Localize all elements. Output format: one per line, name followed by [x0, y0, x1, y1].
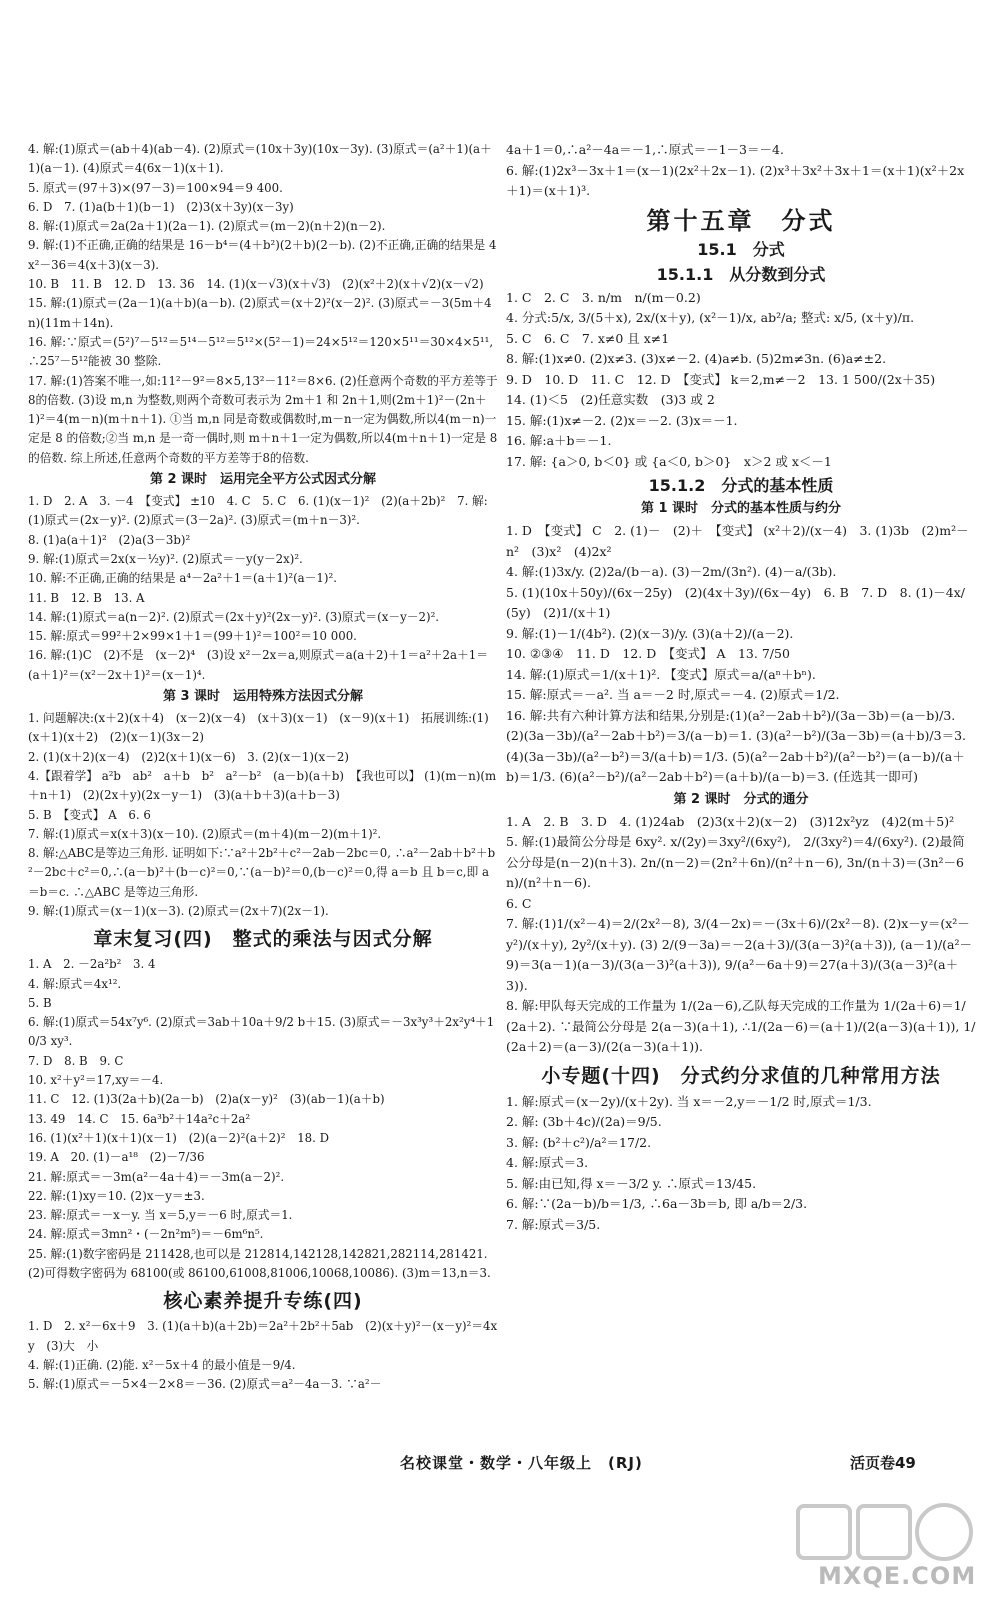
- answer-line: 25. 解:(1)数字密码是 211428,也可以是 212814,142128,142821,282114,281421. (2)可得数字密码为 68100(或 86100,61008,81006,10068,10086). (3)m＝13,n＝3.: [28, 1246, 491, 1281]
- answer-line: 1. 问题解决:(x＋2)(x＋4) (x－2)(x－4) (x＋3)(x－1) (x－9)(x＋1) 拓展训练:(1)(x＋1)(x＋2) (2)(x－1)(3x－2): [28, 711, 489, 745]
- answer-line: 3. 解: (b²＋c²)/a²＝17/2.: [506, 1134, 652, 1150]
- answer-line: 21. 解:原式＝－3m(a²－4a＋4)＝－3m(a－2)².: [28, 1169, 285, 1184]
- answer-line: 19. A 20. (1)－a¹⁸ (2)－7/36: [28, 1150, 205, 1165]
- answer-line: 23. 解:原式＝－x－y. 当 x＝5,y＝－6 时,原式＝1.: [28, 1208, 293, 1223]
- watermark-circle: [917, 1505, 971, 1559]
- answer-line: 7. 解:原式＝3/5.: [506, 1216, 601, 1232]
- answer-line: 22. 解:(1)xy＝10. (2)x－y＝±3.: [28, 1188, 205, 1203]
- section-heading: 第 2 课时 分式的通分: [673, 791, 809, 807]
- answer-line: 5. B: [28, 995, 52, 1010]
- answer-line: 16. 解:(1)C (2)不是 (x－2)⁴ (3)设 x²－2x＝a,则原式＝a(a＋2)＋1＝a²＋2a＋1＝(a＋1)²＝(x²－2x＋1)²＝(x－1)⁴.: [28, 648, 488, 682]
- page-footer: [0, 1446, 1000, 1476]
- watermark-box-1: [798, 1506, 850, 1558]
- section-heading: 小专题(十四) 分式约分求值的几种常用方法: [541, 1064, 941, 1087]
- answer-line: 8. (1)a(a＋1)² (2)a(3－3b)²: [28, 532, 191, 547]
- answer-line: 4. 分式:5/x, 3/(5＋x), 2x/(x＋y), (x²－1)/x, ab²/a; 整式: x/5, (x＋y)/π.: [506, 310, 915, 325]
- answer-line: 16. 解:共有六种计算方法和结果,分别是:(1)(a²－2ab＋b²)/(3a－3b)＝(a－b)/3. (2)(3a－3b)/(a²－2ab＋b²)＝3/(a－b)＝1. (3)(a²－b²)/(3a－3b)＝(a＋b)/3＝3. (4)(3a－3b)/(a²－b²)＝3/(a＋b)＝1/3. (5)(a²－2ab＋b²)/(a²－b²)＝(a－b)/(a＋b)＝1/3. (6)(a²－b²)/(a²－2ab＋b²)＝(a＋b)/(a－b)＝3. (任选其一即可): [506, 707, 966, 784]
- answer-line: 6. C: [506, 895, 532, 911]
- section-heading: 15.1 分式: [697, 239, 785, 259]
- answer-line: 9. 解:(1)不正确,正确的结果是 16－b⁴＝(4＋b²)(2＋b)(2－b). (2)不正确,正确的结果是 4x²－36＝4(x＋3)(x－3).: [28, 238, 497, 272]
- answer-line: 15. 解:原式＝－a². 当 a＝－2 时,原式＝－4. (2)原式＝1/2.: [506, 687, 840, 702]
- section-heading: 15.1.1 从分数到分式: [656, 264, 826, 284]
- answer-line: 4. 解:(1)正确. (2)能. x²－5x＋4 的最小值是－9/4.: [28, 1357, 296, 1372]
- answer-line: 6. 解:(1)原式＝54x⁷y⁶. (2)原式＝3ab＋10a＋9/2 b＋15. (3)原式＝－3x³y³＋2x²y⁴＋10/3 xy³.: [28, 1015, 495, 1049]
- answer-line: 1. D 【变式】 C 2. (1)－ (2)＋ 【变式】 (x²＋2)/(x－4) 3. (1)3b (2)m²－n² (3)x² (4)2x²: [506, 523, 969, 559]
- answer-line: 10. 解:不正确,正确的结果是 a⁴－2a²＋1＝(a＋1)²(a－1)².: [28, 571, 337, 586]
- answer-line: 17. 解:(1)答案不唯一,如:11²－9²＝8×5,13²－11²＝8×6. (2)任意两个奇数的平方差等于8的倍数. (3)设 m,n 为整数,则两个奇数可表示为 2m＋1 和 2n＋1,则(2m＋1)²－(2n＋1)²＝4(m－n)(m＋n＋1). ①当 m,n 同是奇数或偶数时,m－n一定为偶数,所以4(m－n)一定是 8 的倍数;②当 m,n 是一奇一偶时,则 m＋n＋1一定为偶数,所以4(m＋n＋1)一定是 8 的倍数. 综上所述,任意两个奇数的平方差等于8的倍数.: [28, 373, 498, 465]
- section-heading: 15.1.2 分式的基本性质: [648, 476, 834, 495]
- section-heading: 第 2 课时 运用完全平方公式因式分解: [149, 472, 377, 488]
- answer-line: 16. 解:∵原式＝(5²)⁷－5¹²＝5¹⁴－5¹²＝5¹²×(5²－1)＝24×5¹²＝120×5¹¹＝30×4×5¹¹,∴25⁷－5¹²能被 30 整除.: [28, 334, 494, 369]
- answer-line: 5. 解:(1)最简公分母是 6xy². x/(2y)＝3xy²/(6xy²), 2/(3xy²)＝4/(6xy²). (2)最简公分母是(n－2)(n＋3). 2n/(n－2)＝(2n²＋6n)/(n²＋n－6), 3n/(n＋3)＝(3n²－6n)/(n²＋n－6).: [506, 834, 965, 890]
- section-heading: 章末复习(四) 整式的乘法与因式分解: [93, 928, 433, 951]
- answer-line: 13. 49 14. C 15. 6a³b²＋14a²c＋2a²: [28, 1111, 251, 1126]
- answer-line: 4a＋1＝0,∴a²－4a＝－1,∴原式＝－1－3＝－4.: [506, 142, 784, 157]
- watermark-box-2: [858, 1506, 910, 1558]
- answer-line: 15. 解:(1)x≠－2. (2)x＝－2. (3)x＝－1.: [506, 412, 738, 428]
- left-column: [28, 140, 498, 1395]
- section-heading: 第十五章 分式: [646, 206, 836, 235]
- answer-line: 14. 解:(1)原式＝a(n－2)². (2)原式＝(2x＋y)²(2x－y)². (3)原式＝(x－y－2)².: [28, 609, 440, 624]
- answer-line: 5. C 6. C 7. x≠0 且 x≠1: [506, 330, 670, 346]
- answer-line: 4. 解:原式＝4x¹².: [28, 976, 122, 991]
- answer-line: 4. 解:(1)原式＝(ab＋4)(ab－4). (2)原式＝(10x＋3y)(10x－3y). (3)原式＝(a²＋1)(a＋1)(a－1). (4)原式＝4(6x－1)(x＋1).: [28, 142, 492, 176]
- answer-line: 1. 解:原式＝(x－2y)/(x＋2y). 当 x＝－2,y＝－1/2 时,原式＝1/3.: [506, 1093, 872, 1109]
- answer-line: 1. D 2. A 3. －4 【变式】 ±10 4. C 5. C 6. (1)(x－1)² (2)(a＋2b)² 7. 解:(1)原式＝(2x－y)². (2)原式＝(3－2a)². (3)原式＝(m＋n－3)².: [28, 494, 488, 528]
- answer-line: 1. D 2. x²－6x＋9 3. (1)(a＋b)(a＋2b)＝2a²＋2b²＋5ab (2)(x＋y)²－(x－y)²＝4xy (3)大 小: [28, 1319, 498, 1353]
- answer-line: 16. 解:a＋b＝－1.: [506, 433, 612, 448]
- answer-line: 1. C 2. C 3. n/m n/(m－0.2): [506, 289, 701, 305]
- footer-book-title: 名校课堂・数学・八年级上 (RJ): [400, 1454, 643, 1472]
- answer-line: 8. 解:(1)原式＝2a(2a＋1)(2a－1). (2)原式＝(m－2)(n＋2)(n－2).: [28, 219, 386, 234]
- answer-line: 24. 解:原式＝3mn²・(－2n²m⁵)＝－6m⁶n⁵.: [28, 1227, 264, 1242]
- answer-line: 6. 解:∵(2a－b)/b＝1/3, ∴6a－3b＝b, 即 a/b＝2/3.: [506, 1196, 808, 1211]
- answer-line: 11. B 12. B 13. A: [28, 590, 145, 605]
- right-column: [506, 140, 976, 1235]
- answer-line: 9. D 10. D 11. C 12. D 【变式】 k＝2,m≠－2 13. 1 500/(2x＋35): [506, 371, 936, 387]
- answer-line: 4. 解:(1)3x/y. (2)2a/(b－a). (3)－2m/(3n²). (4)－a/(3b).: [506, 564, 837, 579]
- answer-line: 1. A 2. B 3. D 4. (1)24ab (2)3(x＋2)(x－2) (3)12x²yz (4)2(m＋5)²: [506, 813, 955, 829]
- answer-line: 9. 解:(1)原式＝2x(x－½y)². (2)原式＝－y(y－2x)².: [28, 551, 303, 566]
- answer-line: 14. 解:(1)原式＝1/(x＋1)². 【变式】原式＝a/(aⁿ＋bⁿ).: [506, 666, 816, 682]
- answer-line: 10. x²＋y²＝17,xy＝－4.: [28, 1073, 164, 1088]
- answer-line: 4. 解:原式＝3.: [506, 1155, 589, 1170]
- watermark-url: MXQE.COM: [818, 1562, 977, 1590]
- answer-line: 7. 解:(1)原式＝x(x＋3)(x－10). (2)原式＝(m＋4)(m－2)(m＋1)².: [28, 826, 382, 841]
- answer-line: 11. C 12. (1)3(2a＋b)(2a－b) (2)a(x－y)² (3)(ab－1)(a＋b): [28, 1092, 385, 1107]
- answer-line: 5. 原式＝(97＋3)×(97－3)＝100×94＝9 400.: [28, 180, 283, 195]
- answer-line: 9. 解:(1)－1/(4b²). (2)(x－3)/y. (3)(a＋2)/(a－2).: [506, 625, 794, 641]
- section-heading: 核心素养提升专练(四): [163, 1290, 363, 1313]
- answer-line: 15. 解:(1)原式＝(2a－1)(a＋b)(a－b). (2)原式＝(x＋2)²(x－2)². (3)原式＝－3(5m＋4n)(11m＋14n).: [28, 296, 492, 330]
- answer-line: 5. 解:由已知,得 x＝－3/2 y. ∴原式＝13/45.: [506, 1175, 757, 1191]
- answer-line: 6. D 7. (1)a(b＋1)(b－1) (2)3(x＋3y)(x－3y): [28, 199, 294, 214]
- section-heading: 第 3 课时 运用特殊方法因式分解: [162, 689, 364, 705]
- answer-line: 8. 解:△ABC是等边三角形. 证明如下:∵a²＋2b²＋c²－2ab－2bc＝0, ∴a²－2ab＋b²＋b²－2bc＋c²＝0,∴(a－b)²＋(b－c)²＝0,∵(a－b)²＝0,(b－c)²＝0,得 a＝b 且 b＝c,即 a＝b＝c. ∴△ABC 是等边三角形.: [28, 846, 496, 899]
- answer-line: 4.【跟着学】 a²b ab² a＋b b² a²－b² (a－b)(a＋b) 【我也可以】 (1)(m－n)(m＋n＋1) (2)(2x＋y)(2x－y－1) (3)(a＋b＋3)(a＋b－3): [28, 768, 497, 803]
- answer-line: 5. B 【变式】 A 6. 6: [28, 807, 151, 822]
- answer-line: 16. (1)(x²＋1)(x＋1)(x－1) (2)(a－2)²(a＋2)² 18. D: [28, 1130, 330, 1145]
- footer-page-number: 活页卷49: [850, 1454, 916, 1472]
- answer-line: 10. B 11. B 12. D 13. 36 14. (1)(x－√3)(x＋√3) (2)(x²＋2)(x＋√2)(x－√2): [28, 277, 484, 292]
- answer-line: 10. ②③④ 11. D 12. D 【变式】 A 13. 7/50: [506, 646, 790, 661]
- answer-line: 15. 解:原式＝99²＋2×99×1＋1＝(99＋1)²＝100²＝10 000.: [28, 629, 357, 644]
- answer-line: 5. (1)(10x＋50y)/(6x－25y) (2)(4x＋3y)/(6x－4y) 6. B 7. D 8. (1)－4x/(5y) (2)1/(x＋1): [506, 584, 966, 620]
- answer-line: 5. 解:(1)原式＝－5×4－2×8＝－36. (2)原式＝a²－4a－3. ∵a²－: [28, 1377, 382, 1392]
- answer-line: 9. 解:(1)原式＝(x－1)(x－3). (2)原式＝(2x＋7)(2x－1).: [28, 903, 329, 918]
- answer-line: 8. 解:(1)x≠0. (2)x≠3. (3)x≠－2. (4)a≠b. (5)2m≠3n. (6)a≠±2.: [506, 351, 887, 366]
- answer-line: 7. 解:(1)1/(x²－4)＝2/(2x²－8), 3/(4－2x)＝－(3x＋6)/(2x²－8). (2)x－y＝(x²－y²)/(x＋y), 2y²/(x＋y). (3) 2/(9－3a)＝－2(a＋3)/(3(a－3)²(a＋3)), (a－1)/(a²－9)＝3(a－1)(a－3)/(3(a－3)²(a＋3)), 9/(a²－6a＋9)＝27(a＋3)/(3(a－3)²(a＋3)).: [506, 916, 972, 993]
- section-heading: 第 1 课时 分式的基本性质与约分: [640, 501, 842, 516]
- answer-line: 6. 解:(1)2x³－3x＋1＝(x－1)(2x²＋2x－1). (2)x³＋3x²＋3x＋1＝(x＋1)(x²＋2x＋1)＝(x＋1)³.: [506, 162, 965, 198]
- answer-line: 17. 解: {a＞0, b＜0} 或 {a＜0, b＞0} x＞2 或 x＜－1: [506, 453, 832, 469]
- answer-line: 8. 解:甲队每天完成的工作量为 1/(2a－6),乙队每天完成的工作量为 1/(2a＋6)＝1/(2a＋2). ∵最简公分母是 2(a－3)(a＋1), ∴1/(2a－6)＝(a＋1)/(2(a－3)(a＋1)), 1/(2a＋2)＝(a－3)/(2(a－3)(a＋1)).: [506, 998, 976, 1054]
- answer-line: 2. (1)(x＋2)(x－4) (2)2(x＋1)(x－6) 3. (2)(x－1)(x－2): [28, 749, 349, 764]
- answer-line: 14. (1)＜5 (2)任意实数 (3)3 或 2: [506, 392, 715, 407]
- answer-line: 2. 解: (3b＋4c)/(2a)＝9/5.: [506, 1114, 662, 1129]
- answer-line: 7. D 8. B 9. C: [28, 1053, 124, 1068]
- answer-line: 1. A 2. －2a²b² 3. 4: [28, 957, 156, 972]
